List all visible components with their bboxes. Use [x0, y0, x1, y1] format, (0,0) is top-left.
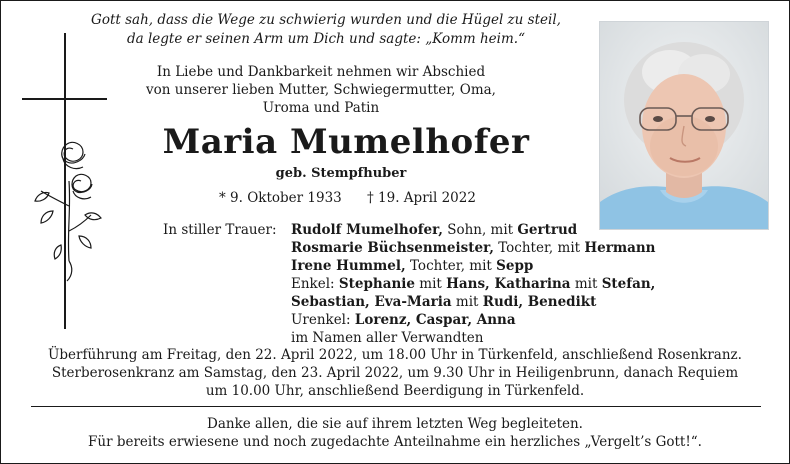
mourner-name: Hans, Katharina — [446, 276, 571, 292]
thanks-line: Für bereits erwiesene und noch zugedachte Anteilnahme ein herzliches „Vergelt’s Gott!“. — [88, 434, 702, 450]
mourners-label: In stiller Trauer: — [163, 222, 277, 238]
intro-line: In Liebe und Dankbarkeit nehmen wir Abschied — [156, 64, 486, 80]
mourner-relation: mit — [570, 276, 602, 292]
verse — [61, 11, 591, 49]
mourner-name: Lorenz, Caspar, Anna — [354, 312, 516, 328]
verse-line: Gott sah, dass die Wege zu schwierig wurden und die Hügel zu steil, — [91, 12, 561, 28]
intro-line: von unserer lieben Mutter, Schwiegermutter, Oma, — [146, 82, 496, 98]
thanks-text — [21, 415, 769, 451]
funeral-line: um 10.00 Uhr, anschließend Beerdigung in Türkenfeld. — [205, 383, 585, 399]
portrait-illustration — [600, 22, 768, 229]
funeral-info — [21, 346, 769, 400]
mourner-line — [291, 275, 655, 293]
mourner-line: im Namen aller Verwandten — [291, 330, 484, 346]
mourners-list — [291, 221, 655, 347]
funeral-line: Sterberosenkranz am Samstag, den 23. April 2022, um 9.30 Uhr in Heiligenbrunn, danach Requiem — [51, 365, 739, 381]
mourner-name: Rudolf Mumelhofer, — [291, 222, 443, 238]
mourner-name: Irene Hummel, — [291, 258, 406, 274]
mourner-name: Rosmarie Büchsenmeister, — [291, 240, 494, 256]
divider — [31, 406, 761, 407]
mourner-name: Stefan, — [601, 276, 656, 292]
portrait-photo — [599, 21, 769, 230]
mourner-relation: Tochter, mit — [493, 240, 585, 256]
mourner-name: Gertrud — [517, 222, 578, 238]
deceased-name: Maria Mumelhofer — [162, 122, 530, 162]
mourner-line — [291, 239, 655, 257]
mourner-relation: Urenkel: — [291, 312, 355, 328]
mourner-relation: Enkel: — [291, 276, 339, 292]
mourner-relation: mit — [415, 276, 447, 292]
mourner-line — [291, 293, 655, 311]
mourner-relation: Sohn, mit — [442, 222, 518, 238]
mourner-name: Hermann — [584, 240, 656, 256]
mourner-relation: Tochter, mit — [405, 258, 497, 274]
mourner-relation: mit — [451, 294, 483, 310]
birth-name: geb. Stempfhuber — [275, 166, 407, 181]
verse-line: da legte er seinen Arm um Dich und sagte: „Komm heim.“ — [127, 31, 525, 47]
birth-date: * 9. Oktober 1933 — [219, 190, 342, 206]
mourner-name: Stephanie — [338, 276, 415, 292]
intro-text — [121, 63, 521, 117]
mourner-name: Rudi, Benedikt — [482, 294, 597, 310]
intro-line: Uroma und Patin — [262, 100, 380, 116]
death-date: † 19. April 2022 — [367, 190, 476, 206]
mourner-line — [291, 311, 655, 329]
cross-with-rose-icon — [19, 31, 119, 331]
funeral-line: Überführung am Freitag, den 22. April 2022, um 18.00 Uhr in Türkenfeld, anschließend Rosenkranz. — [48, 347, 742, 363]
mourner-line — [291, 221, 655, 239]
mourner-name: Sepp — [496, 258, 534, 274]
mourner-line — [291, 257, 655, 275]
thanks-line: Danke allen, die sie auf ihrem letzten Weg begleiteten. — [207, 416, 583, 432]
mourner-name: Sebastian, Eva-Maria — [291, 294, 452, 310]
